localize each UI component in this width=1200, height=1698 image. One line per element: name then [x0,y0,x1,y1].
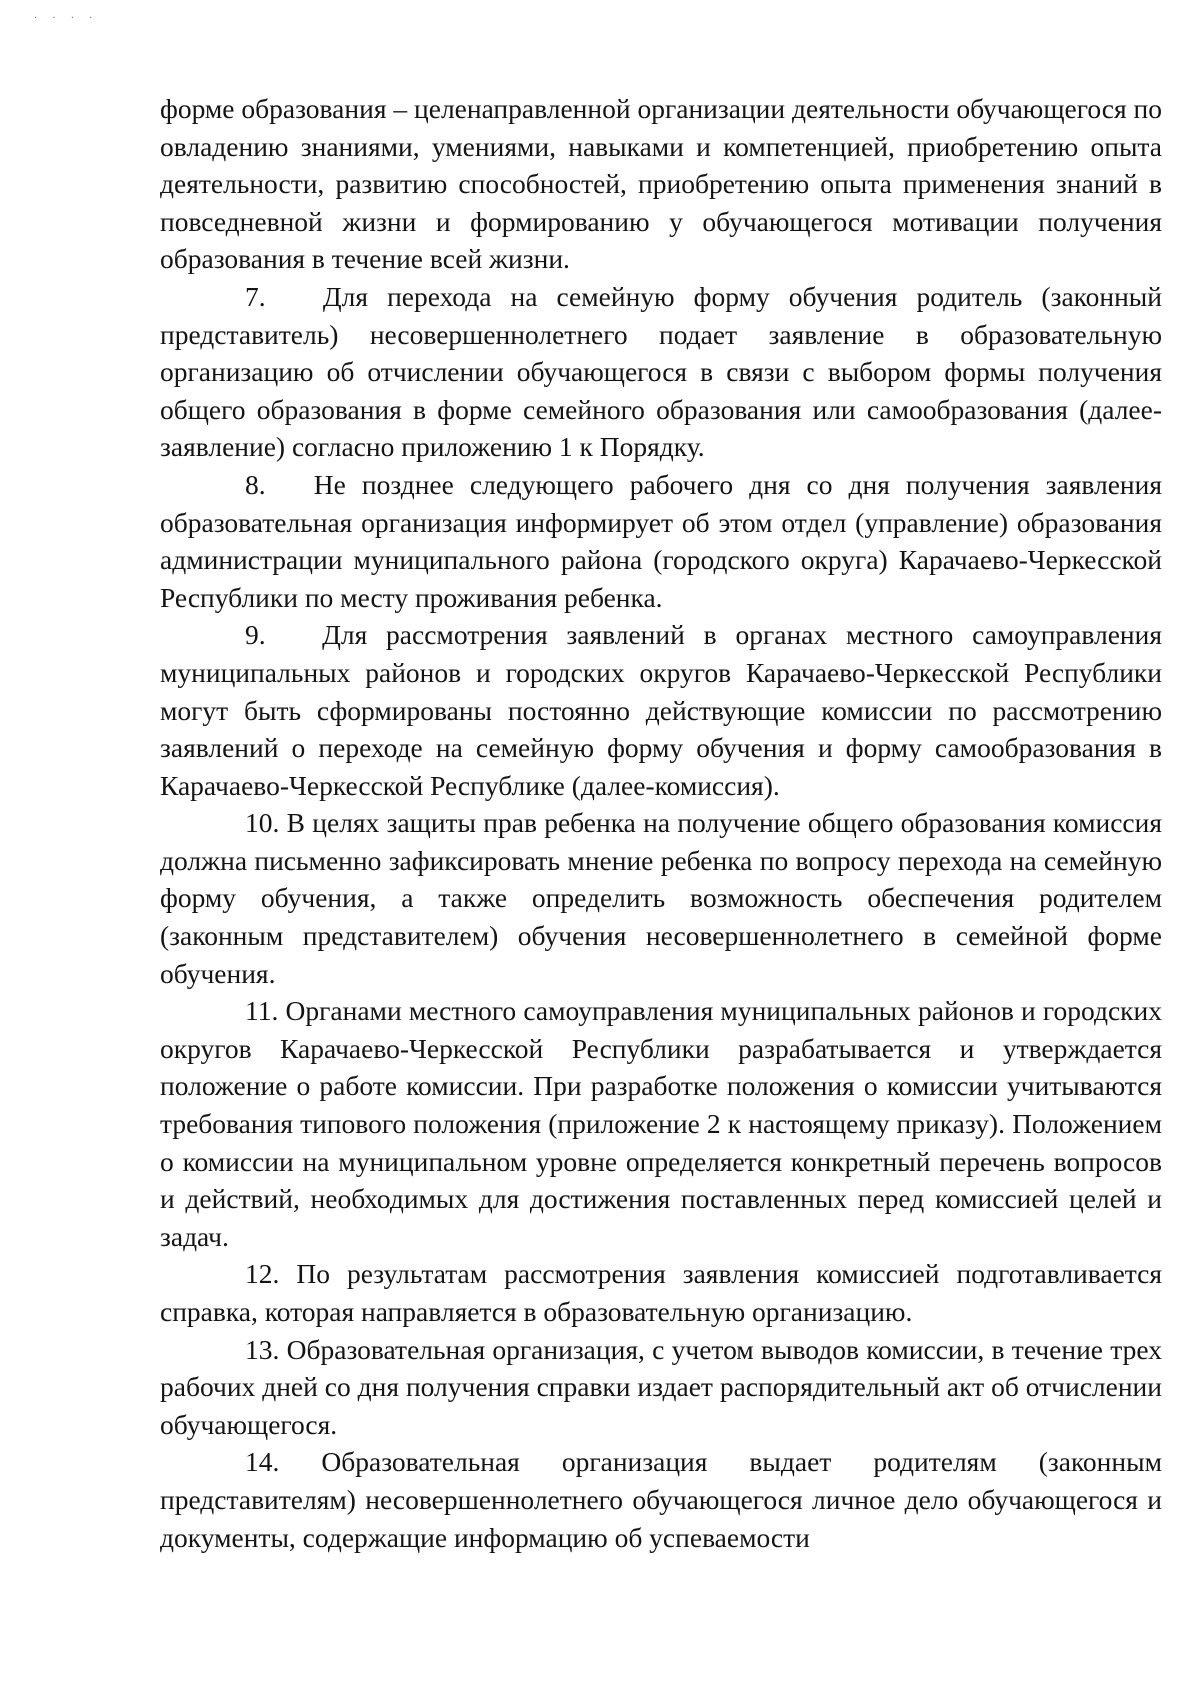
scan-marks: . . . . [34,10,99,21]
paragraph-8 [160,466,1162,616]
paragraph-14 [160,1443,1162,1556]
paragraph-text: Образовательная организация выдает родителям (законным представителям) несовершеннолетнего обучающегося личное дело обучающегося и документы, содержащие информацию об успеваемости [160,1446,1162,1553]
paragraph-9 [160,616,1162,804]
paragraph-text: По результатам рассмотрения заявления комиссией подготавливается справка, которая направляется в образовательную организацию. [160,1258,1162,1327]
paragraph-number: 12. [245,1258,280,1290]
paragraph-number: 9. [245,619,266,651]
paragraph-text: Для рассмотрения заявлений в органах местного самоуправления муниципальных районов и городских округов Карачаево-Черкесской Республики могут быть сформированы постоянно действующие комиссии по рассмотрению заявлений о переходе на семейную форму обучения и форму самообразования в Карачаево-Черкесской Республике (далее-комиссия). [160,619,1162,801]
paragraph-number: 7. [245,280,266,312]
paragraph-text: Не позднее следующего рабочего дня со дня получения заявления образовательная организация информирует об этом отдел (управление) образования администрации муниципального района (городского округа) Карачаево-Черкесской Республики по месту проживания ребенка. [160,468,1163,613]
paragraph-number: 8. [245,468,266,500]
paragraph-number: 10. [245,807,280,839]
paragraph-text: Образовательная организация, с учетом выводов комиссии, в течение трех рабочих дней со дня получения справки издает распорядительный акт об отчислении обучающегося. [160,1333,1163,1440]
paragraph-11 [160,992,1162,1255]
paragraph-text: форме образования – целенаправленной организации деятельности обучающегося по овладению знаниями, умениями, навыками и компетенцией, приобретению опыта деятельности, развитию способностей, приобретению опыта применения знаний в повседневной жизни и формированию у обучающегося мотивации получения образования в течение всей жизни. [160,93,1162,275]
document-body [160,90,1162,1556]
paragraph-text: Органами местного самоуправления муниципальных районов и городских округов Карачаево-Черкесской Республики разрабатывается и утверждается положение о работе комиссии. При разработке положения о комиссии учитываются требования типового положения (приложение 2 к настоящему приказу). Положением о комиссии на муниципальном уровне определяется конкретный перечень вопросов и действий, необходимых для достижения поставленных перед комиссией целей и задач. [160,995,1162,1252]
paragraph-number: 14. [245,1446,280,1478]
paragraph-continuation [160,90,1162,278]
paragraph-10 [160,804,1162,992]
paragraph-number: 11. [245,995,279,1027]
paragraph-7 [160,278,1162,466]
paragraph-text: В целях защиты прав ребенка на получение общего образования комиссия должна письменно зафиксировать мнение ребенка по вопросу перехода на семейную форму обучения, а также определить возможность обеспечения родителем (законным представителем) обучения несовершеннолетнего в семейной форме обучения. [160,807,1163,989]
paragraph-12 [160,1255,1162,1330]
paragraph-number: 13. [245,1333,280,1365]
paragraph-text: Для перехода на семейную форму обучения родитель (законный представитель) несовершеннолетнего подает заявление в образовательную организацию об отчислении обучающегося в связи с выбором формы получения общего образования в форме семейного образования или самообразования (далее- заявление) согласно приложению 1 к Порядку. [160,280,1162,463]
paragraph-13 [160,1331,1162,1444]
